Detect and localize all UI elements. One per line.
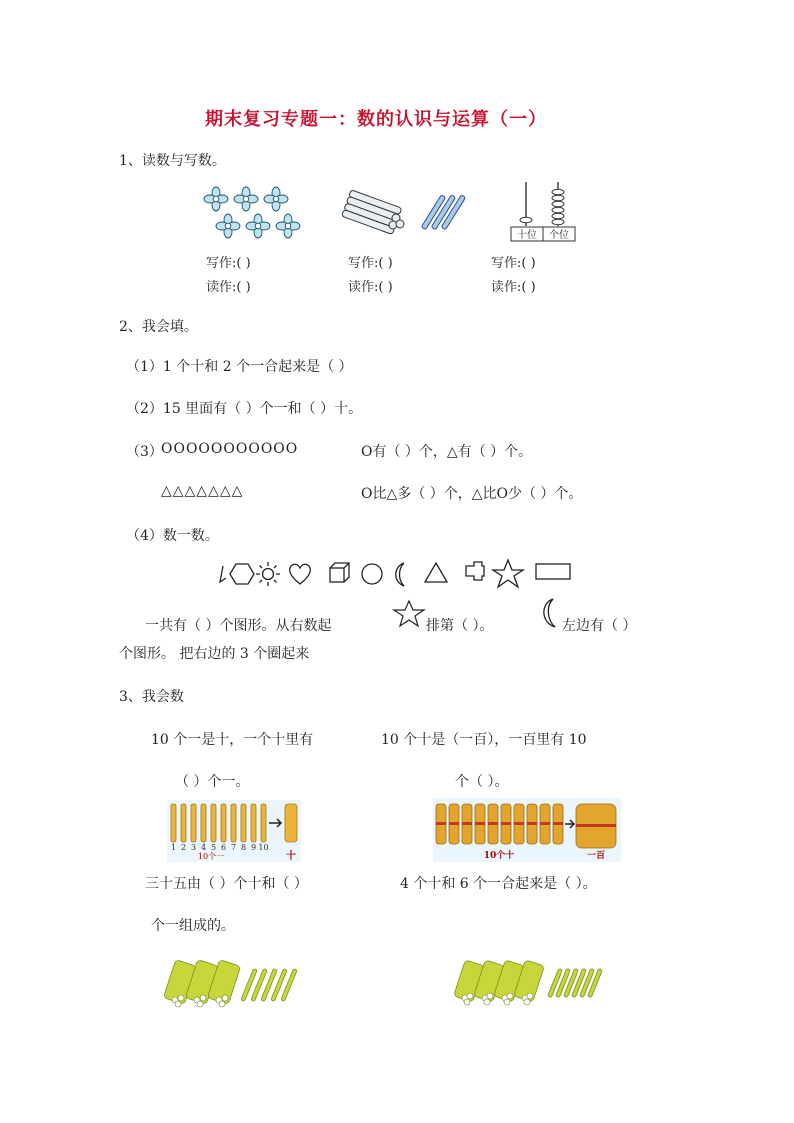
stick-number: 2	[180, 843, 187, 852]
stick-bundle-illustration	[342, 190, 464, 238]
question-2-4-text-d: 个图形。 把右边的 3 个圈起来	[119, 646, 310, 662]
section3-right-text-b[interactable]: 个（ ）。	[455, 774, 509, 790]
section2-heading: 2、我会填。	[119, 319, 198, 335]
read-blank-3[interactable]: 读作:( )	[491, 280, 536, 295]
hexagon-shape	[230, 564, 254, 584]
question-2-3-blank1[interactable]: O有（ ）个，△有（ ）个。	[361, 444, 533, 460]
section1-heading: 1、读数与写数。	[119, 153, 226, 169]
question-2-4-text-c[interactable]: 左边有（ ）	[562, 618, 637, 634]
stick-number: 3	[190, 843, 197, 852]
page-title: 期末复习专题一：数的认识与运算（一）	[205, 109, 547, 130]
abacus-tens-label: 十位	[517, 230, 537, 241]
section3-question-left-b: 个一组成的。	[151, 918, 235, 934]
triangles-row: △△△△△△△	[161, 483, 244, 499]
shapes-row	[218, 558, 574, 590]
stick-number: 9	[250, 843, 257, 852]
read-blank-2[interactable]: 读作:( )	[348, 280, 393, 295]
section3-left-text-a: 10 个一是十，一个十里有	[151, 732, 314, 748]
section3-question-left-a[interactable]: 三十五由（ ）个十和（ ）	[145, 876, 308, 892]
stick-number: 4	[200, 843, 207, 852]
flowers-illustration	[200, 185, 305, 241]
question-2-4-heading: （4）数一数。	[126, 528, 219, 544]
ten-ones-caption: 10个一	[197, 852, 225, 861]
write-blank-2[interactable]: 写作:( )	[348, 256, 393, 271]
question-2-4-text-a[interactable]: 一共有（ ）个图形。从右数起	[145, 618, 332, 634]
stick-number: 8	[240, 843, 247, 852]
ten-tens-caption: 10个十	[483, 851, 515, 861]
abacus-illustration	[510, 180, 580, 244]
hundred-result-label: 一百	[586, 851, 606, 861]
stick-number: 7	[230, 843, 237, 852]
circles-row: OOOOOOOOOOO	[161, 441, 299, 457]
abacus-ones-label: 个位	[549, 230, 569, 241]
section3-left-text-b[interactable]: （ ）个一。	[175, 774, 250, 790]
bundles-46-illustration	[455, 958, 605, 1008]
stick-number: 5	[210, 843, 217, 852]
ten-ones-illustration	[167, 800, 301, 862]
ten-result-label: 十	[286, 851, 296, 862]
stick-number: 6	[220, 843, 227, 852]
section3-heading: 3、我会数	[119, 689, 184, 705]
question-2-2[interactable]: （2）15 里面有（ ）个一和（ ）十。	[126, 401, 363, 417]
stick-number: 10	[258, 843, 269, 852]
write-blank-1[interactable]: 写作:( )	[206, 256, 251, 271]
section3-right-text-a: 10 个十是（一百），一百里有 10	[381, 732, 587, 748]
question-2-1[interactable]: （1）1 个十和 2 个一合起来是（ ）	[126, 359, 353, 375]
read-blank-1[interactable]: 读作:( )	[206, 280, 251, 295]
question-2-3-label: （3）	[126, 444, 163, 460]
section3-question-right[interactable]: 4 个十和 6 个一合起来是（ ）。	[400, 876, 597, 892]
star-icon	[392, 600, 426, 628]
crescent-icon	[537, 598, 563, 628]
ten-tens-illustration	[433, 798, 621, 862]
stick-number: 1	[170, 843, 177, 852]
bundles-35-illustration	[165, 958, 305, 1008]
question-2-4-text-b[interactable]: 排第（ ）。	[426, 618, 494, 634]
question-2-3-blank2[interactable]: O比△多（ ）个，△比O少（ ）个。	[361, 486, 583, 502]
write-blank-3[interactable]: 写作:( )	[491, 256, 536, 271]
